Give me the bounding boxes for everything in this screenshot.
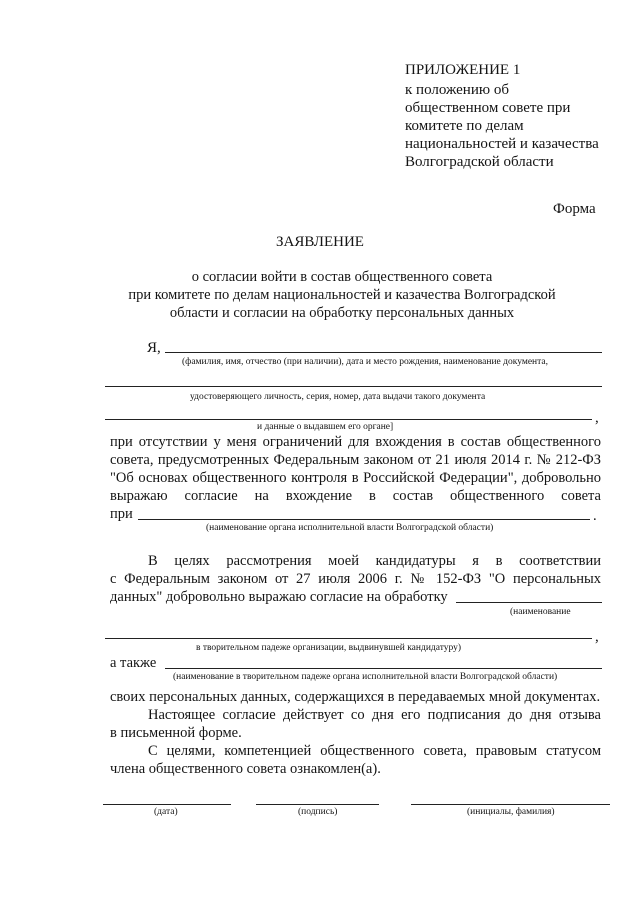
appendix-line: Волгоградской области (405, 154, 554, 170)
name-input-line[interactable] (411, 804, 610, 805)
field3-input-line[interactable] (456, 602, 602, 603)
paragraph2-line: В целях рассмотрения моей кандидатуры я в соответствии (148, 553, 601, 569)
paragraph5-line: члена общественного совета ознакомлен(а). (110, 761, 381, 777)
field1-input-line-3[interactable] (105, 419, 592, 420)
field2-hint: (наименование органа исполнительной власти Волгоградской области) (206, 523, 494, 533)
field1-input-line[interactable] (165, 352, 602, 353)
field4-prefix: а также (110, 655, 157, 671)
subtitle-line: области и согласии на обработку персональных данных (169, 305, 515, 321)
field2-prefix: при (110, 506, 133, 522)
date-hint: (дата) (154, 807, 178, 817)
document-heading: ЗАЯВЛЕНИЕ (276, 234, 364, 250)
field1-prefix: Я, (147, 340, 161, 356)
paragraph1-line: "Об основах общественного контроля в Российской Федерации", добровольно (110, 470, 601, 486)
field1-hint: удостоверяющего личность, серия, номер, дата выдачи такого документа (190, 392, 486, 402)
signature-hint: (подпись) (298, 807, 338, 817)
appendix-line: национальностей и казачества (405, 136, 599, 152)
paragraph2-line: с Федеральным законом от 27 июля 2006 г. № 152-ФЗ "О персональных (110, 571, 601, 587)
appendix-line: к положению об (405, 82, 509, 98)
field1-hint: и данные о выдавшем его органе] (257, 422, 394, 432)
field3-hint: (наименование (510, 607, 571, 617)
field4-input-line[interactable] (165, 668, 602, 669)
paragraph1-line: совета, предусмотренных Федеральным законом от 21 июля 2014 г. № 212-ФЗ (110, 452, 601, 468)
field1-hint: (фамилия, имя, отчество (при наличии), дата и место рождения, наименование документа, (182, 357, 549, 367)
subtitle-line: при комитете по делам национальностей и казачества Волгоградской (128, 287, 556, 303)
appendix-line: комитете по делам (405, 118, 524, 134)
paragraph4-line: в письменной форме. (110, 725, 242, 741)
appendix-title: ПРИЛОЖЕНИЕ 1 (405, 62, 521, 78)
field3-hint: в творительном падеже организации, выдвинувшей кандидатуру) (196, 643, 462, 653)
paragraph5-line: С целями, компетенцией общественного совета, правовым статусом (148, 743, 601, 759)
paragraph4-line: Настоящее согласие действует со дня его подписания до дня отзыва (148, 707, 601, 723)
paragraph1-line: выражаю согласие на вхождение в состав общественного совета (110, 488, 601, 504)
signature-input-line[interactable] (256, 804, 379, 805)
field2-input-line[interactable] (138, 519, 590, 520)
date-input-line[interactable] (103, 804, 231, 805)
field4-hint: (наименование в творительном падеже органа исполнительной власти Волгоградской области) (173, 672, 558, 682)
paragraph1-line: при отсутствии у меня ограничений для вхождения в состав общественного (110, 434, 601, 450)
subtitle-line: о согласии войти в состав общественного совета (191, 269, 493, 285)
field1-comma: , (595, 410, 599, 426)
field1-input-line-2[interactable] (105, 386, 602, 387)
field3-comma: , (595, 629, 599, 645)
paragraph3: своих персональных данных, содержащихся в передаваемых мной документах. (110, 689, 601, 705)
name-hint: (инициалы, фамилия) (467, 807, 555, 817)
field3-input-line-2[interactable] (105, 638, 592, 639)
appendix-line: общественном совете при (405, 100, 571, 116)
form-label: Форма (553, 201, 596, 217)
field2-dot: . (593, 508, 597, 524)
paragraph2-line: данных" добровольно выражаю согласие на обработку (110, 589, 448, 605)
